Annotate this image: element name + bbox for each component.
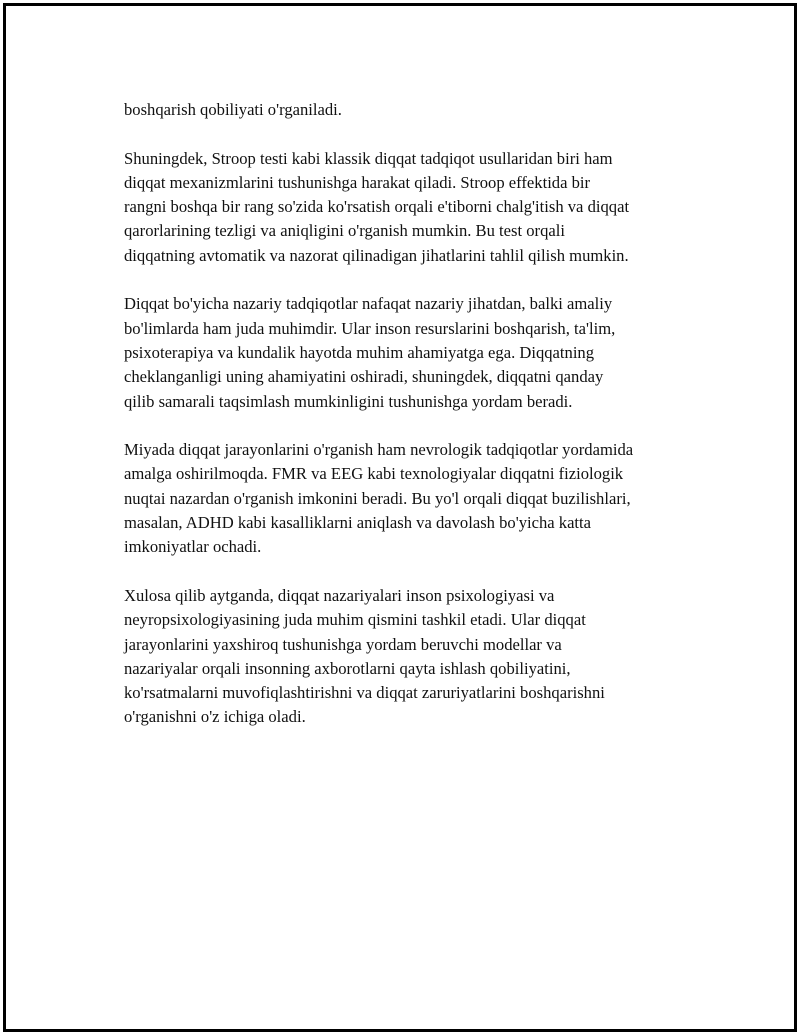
text-line: boshqarish qobiliyati o'rganiladi.	[124, 100, 342, 119]
paragraph-4	[124, 438, 704, 559]
paragraph-3	[124, 292, 704, 413]
text-line: neyropsixologiyasining juda muhim qismini tashkil etadi. Ular diqqat	[124, 610, 586, 630]
text-line: Shuningdek, Stroop testi kabi klassik diqqat tadqiqot usullaridan biri ham	[124, 148, 613, 168]
text-line: jarayonlarini yaxshiroq tushunishga yordam beruvchi modellar va	[124, 634, 562, 654]
text-line: cheklanganligi uning ahamiyatini oshiradi, shuningdek, diqqatni qanday	[124, 367, 604, 387]
paragraph-1	[124, 98, 704, 122]
document-body	[124, 98, 704, 754]
text-line: bo'limlarda ham juda muhimdir. Ular inson resurslarini boshqarish, ta'lim,	[124, 318, 616, 338]
text-line: amalga oshirilmoqda. FMR va EEG kabi texnologiyalar diqqatni fiziologik	[124, 464, 624, 484]
text-line: nuqtai nazardan o'rganish imkonini beradi. Bu yo'l orqali diqqat buzilishlari,	[124, 488, 631, 508]
text-line: rangni boshqa bir rang so'zida ko'rsatish orqali e'tiborni chalg'itish va diqqat	[124, 197, 630, 217]
text-line: diqqatning avtomatik va nazorat qilinadigan jihatlarini tahlil qilish mumkin.	[124, 245, 629, 265]
text-line: Miyada diqqat jarayonlarini o'rganish ham nevrologik tadqiqotlar yordamida	[124, 440, 634, 460]
text-line: masalan, ADHD kabi kasalliklarni aniqlash va davolash bo'yicha katta	[124, 513, 592, 533]
text-line: Diqqat bo'yicha nazariy tadqiqotlar nafaqat nazariy jihatdan, balki amaliy	[124, 294, 613, 314]
text-line: psixoterapiya va kundalik hayotda muhim ahamiyatga ega. Diqqatning	[124, 342, 595, 362]
text-line: ko'rsatmalarni muvofiqlashtirishni va diqqat zaruriyatlarini boshqarishni	[124, 683, 605, 703]
document-page	[3, 3, 797, 1032]
text-line: imkoniyatlar ochadi.	[124, 537, 262, 557]
text-line: Xulosa qilib aytganda, diqqat nazariyalari inson psixologiyasi va	[124, 585, 555, 605]
paragraph-5	[124, 584, 704, 730]
text-line: nazariyalar orqali insonning axborotlarni qayta ishlash qobiliyatini,	[124, 658, 571, 678]
text-line: qilib samarali taqsimlash mumkinligini tushunishga yordam beradi.	[124, 391, 573, 411]
text-line: qarorlarining tezligi va aniqligini o'rganish mumkin. Bu test orqali	[124, 221, 565, 241]
text-line: diqqat mexanizmlarini tushunishga harakat qiladi. Stroop effektida bir	[124, 172, 591, 192]
paragraph-2	[124, 147, 704, 268]
text-line: o'rganishni o'z ichiga oladi.	[124, 707, 306, 727]
